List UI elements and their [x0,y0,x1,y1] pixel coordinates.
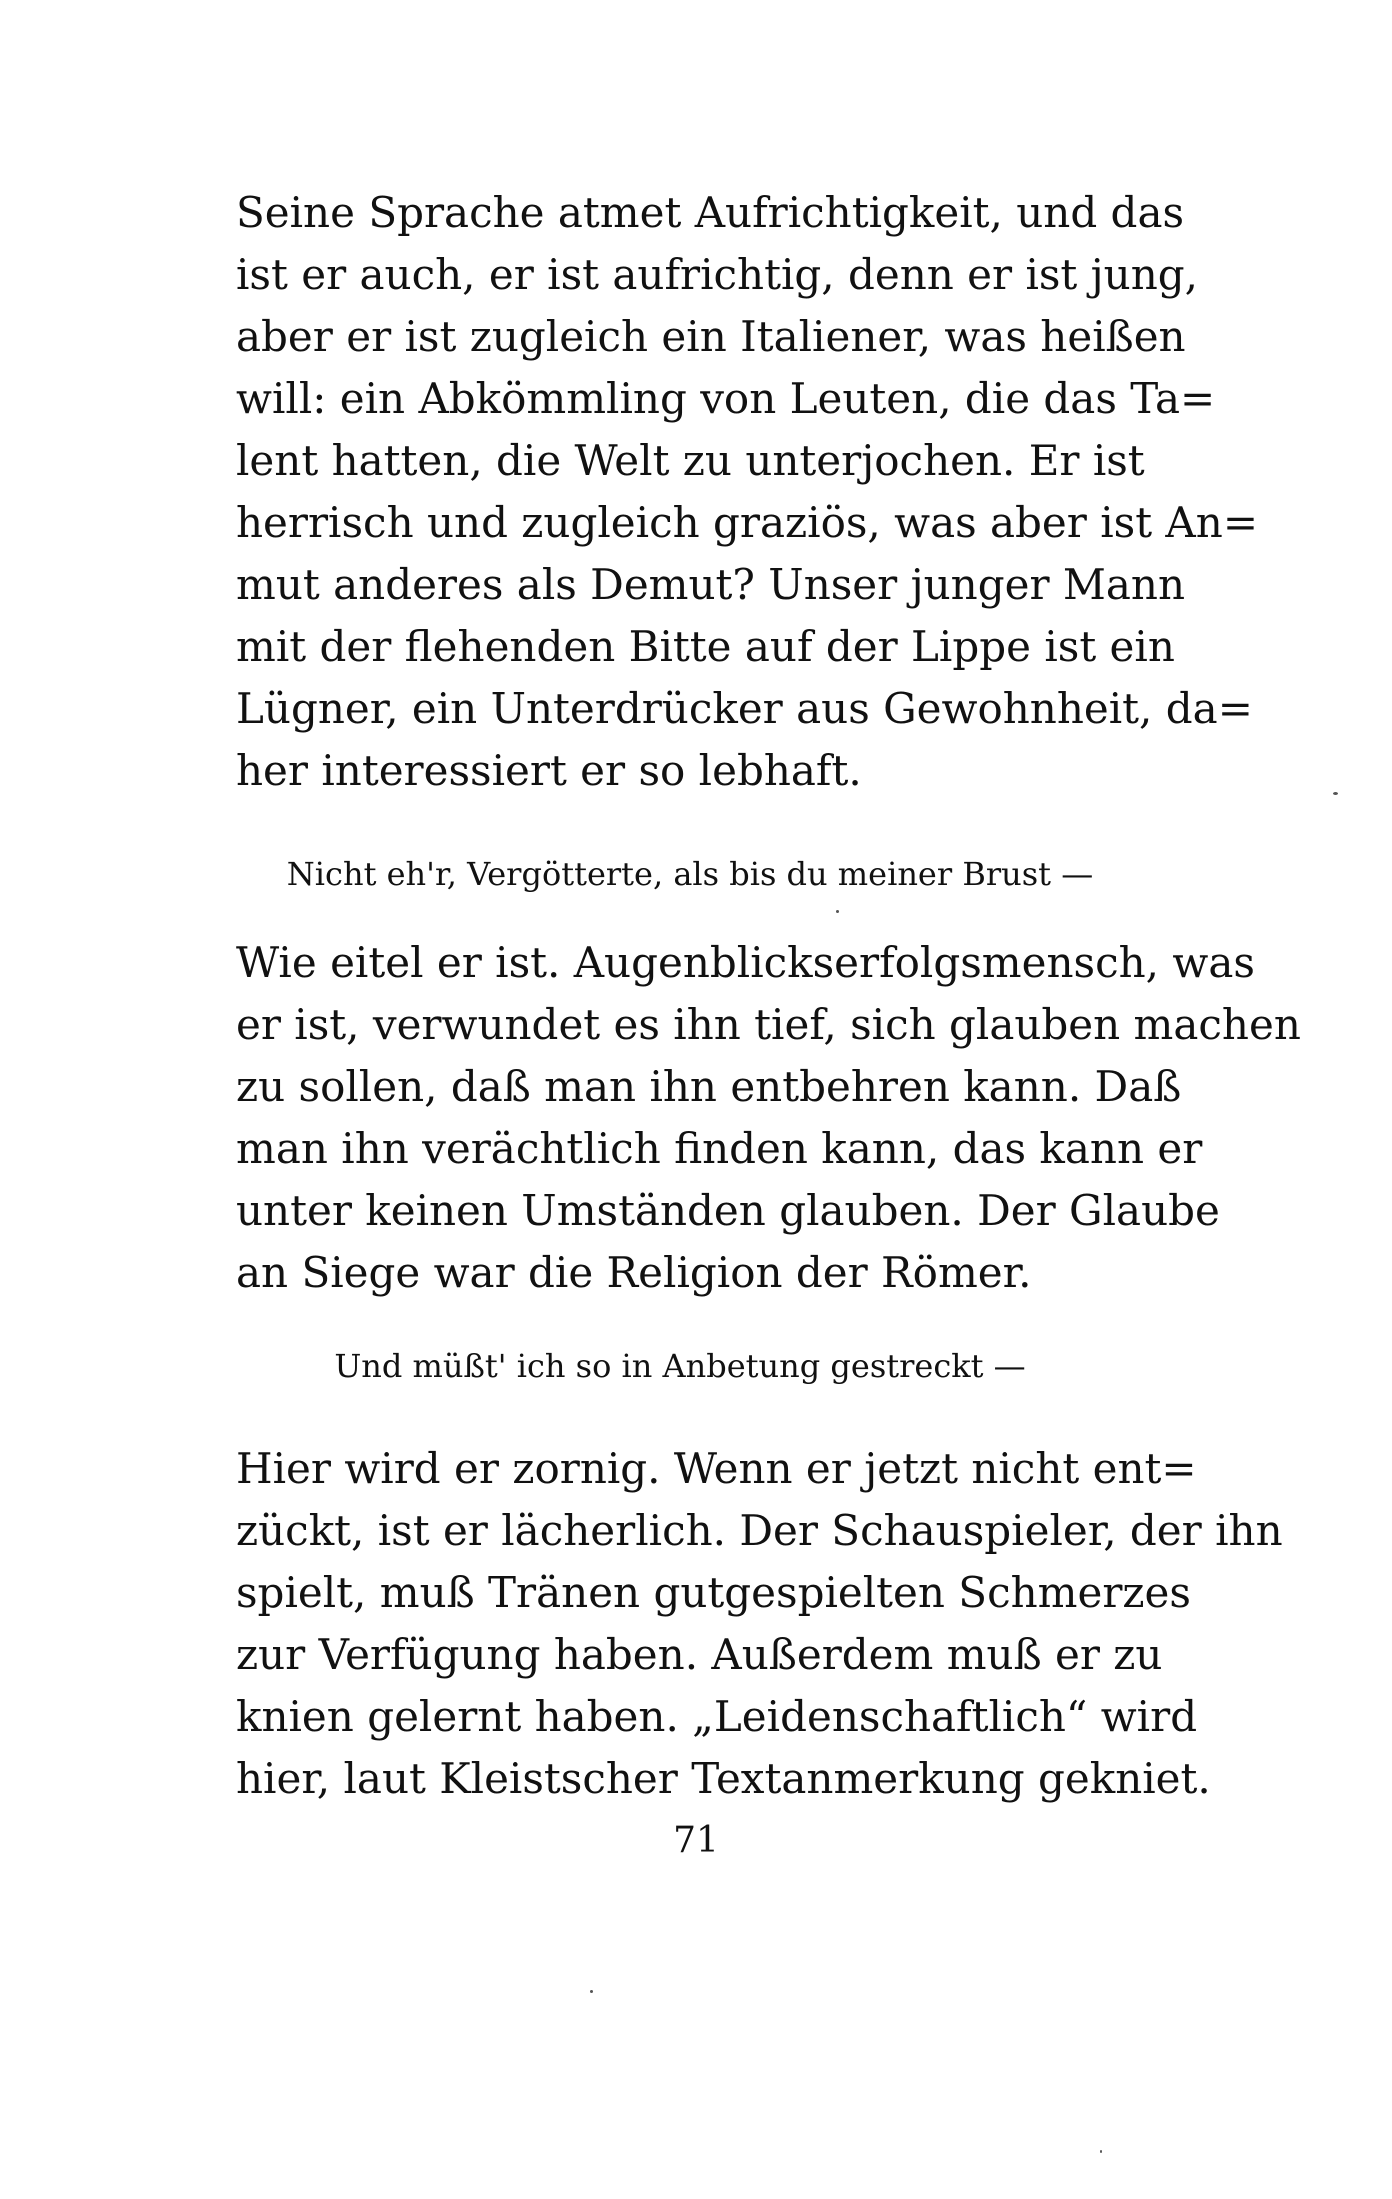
scan-speck [590,1990,593,1993]
text-line: an Siege war die Religion der Römer. [236,1248,1032,1297]
verse-quote-1: Nicht eh'r, Vergötterte, als bis du meiner Brust — [286,855,1094,893]
text-line: will: ein Abkömmling von Leuten, die das Ta= [236,374,1216,423]
text-line: Seine Sprache atmet Aufrichtigkeit, und das [236,188,1185,237]
text-line: zur Verfügung haben. Außerdem muß er zu [236,1630,1163,1679]
text-line: knien gelernt haben. „Leidenschaftlich“ wird [236,1692,1198,1741]
text-line: zückt, ist er lächerlich. Der Schauspieler, der ihn [236,1506,1283,1555]
paragraph-3 [236,1438,1283,1810]
page-number: 71 [673,1820,719,1861]
text-line: herrisch und zugleich graziös, was aber ist An= [236,498,1259,547]
scan-speck [836,910,839,913]
text-line: Lügner, ein Unterdrücker aus Gewohnheit, da= [236,684,1253,733]
text-line: er ist, verwundet es ihn tief, sich glauben machen [236,1000,1301,1049]
text-line: man ihn verächtlich finden kann, das kann er [236,1124,1203,1173]
scan-speck [1100,2150,1102,2153]
text-line: mit der flehenden Bitte auf der Lippe ist ein [236,622,1175,671]
text-line: mut anderes als Demut? Unser junger Mann [236,560,1186,609]
text-line: zu sollen, daß man ihn entbehren kann. Daß [236,1062,1182,1111]
text-line: unter keinen Umständen glauben. Der Glaube [236,1186,1220,1235]
text-line: Wie eitel er ist. Augenblickserfolgsmensch, was [236,938,1255,987]
text-line: Hier wird er zornig. Wenn er jetzt nicht ent= [236,1444,1197,1493]
text-line: lent hatten, die Welt zu unterjochen. Er ist [236,436,1145,485]
text-line: aber er ist zugleich ein Italiener, was heißen [236,312,1186,361]
text-line: spielt, muß Tränen gutgespielten Schmerzes [236,1568,1191,1617]
text-line: ist er auch, er ist aufrichtig, denn er ist jung, [236,250,1199,299]
scan-speck [1333,792,1338,795]
verse-quote-2: Und müßt' ich so in Anbetung gestreckt — [334,1347,1026,1385]
text-line: hier, laut Kleistscher Textanmerkung gekniet. [236,1754,1211,1803]
paragraph-1 [236,182,1259,802]
text-line: her interessiert er so lebhaft. [236,746,862,795]
paragraph-2 [236,932,1301,1304]
